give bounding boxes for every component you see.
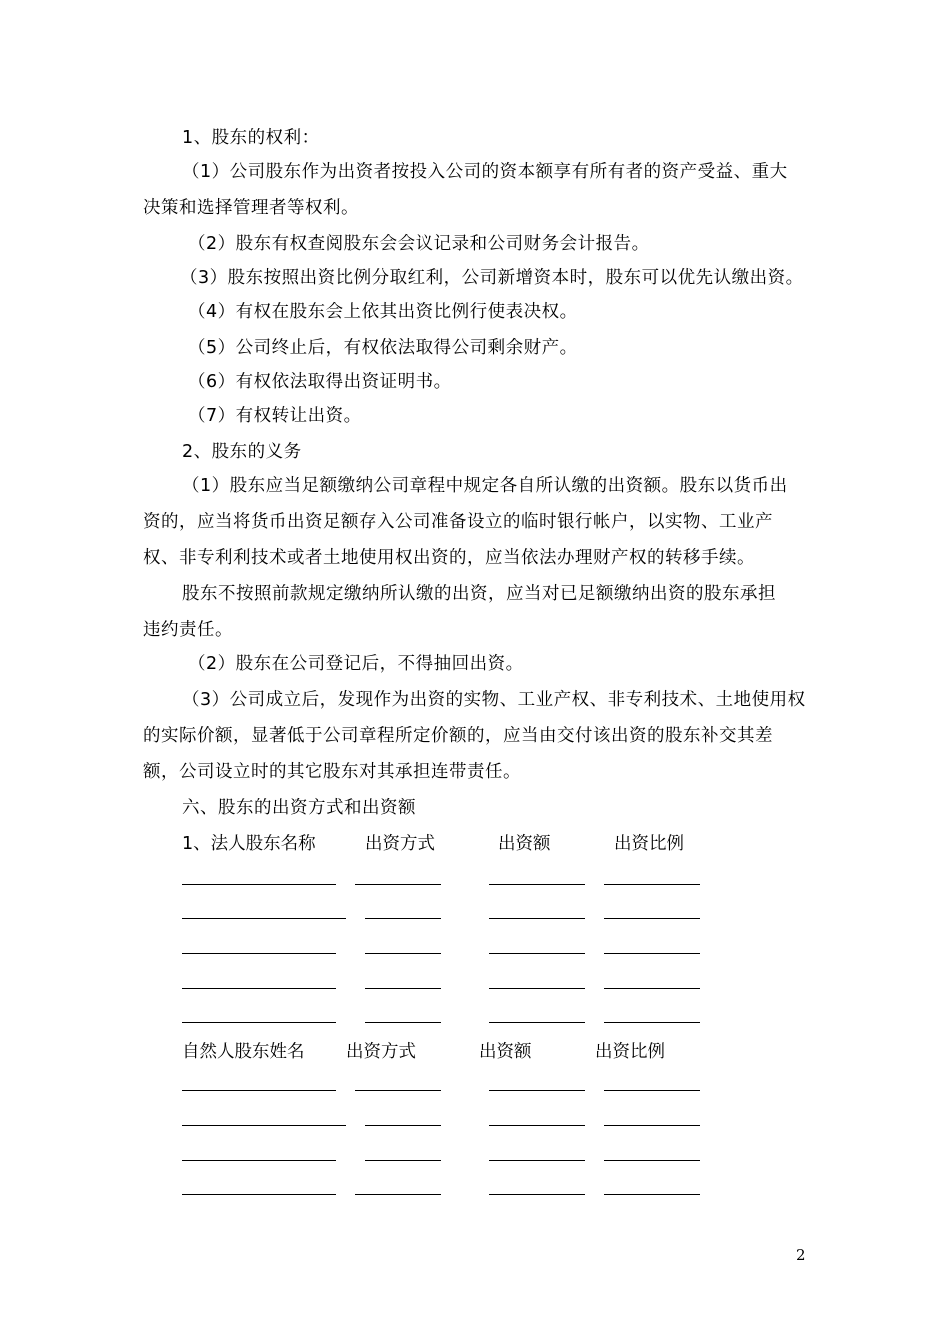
blank-line	[182, 953, 336, 954]
legal-col-name: 1、法人股东名称	[182, 834, 316, 854]
paragraph: 额，公司设立时的其它股东对其承担连带责任。	[143, 762, 521, 782]
blank-line	[182, 1194, 336, 1195]
blank-line	[604, 1160, 700, 1161]
blank-line	[604, 1090, 700, 1091]
blank-line	[604, 918, 700, 919]
paragraph: （2）股东有权查阅股东会会议记录和公司财务会计报告。	[188, 234, 650, 254]
blank-line	[489, 918, 585, 919]
blank-line	[182, 918, 346, 919]
blank-line	[182, 988, 336, 989]
blank-line	[365, 1125, 441, 1126]
page-number: 2	[796, 1246, 806, 1264]
natural-col-amount: 出资额	[479, 1042, 532, 1062]
blank-line	[355, 884, 441, 885]
blank-line	[365, 988, 441, 989]
blank-line	[489, 1022, 585, 1023]
blank-line	[182, 884, 336, 885]
blank-line	[182, 1090, 336, 1091]
paragraph: 股东不按照前款规定缴纳所认缴的出资，应当对已足额缴纳出资的股东承担	[182, 584, 776, 604]
blank-line	[489, 884, 585, 885]
legal-col-amount: 出资额	[498, 834, 551, 854]
paragraph: （5）公司终止后，有权依法取得公司剩余财产。	[188, 338, 578, 358]
blank-line	[365, 1160, 441, 1161]
paragraph: （3）股东按照出资比例分取红利，公司新增资本时，股东可以优先认缴出资。	[180, 268, 804, 288]
blank-line	[604, 953, 700, 954]
paragraph: 的实际价额，显著低于公司章程所定价额的，应当由交付该出资的股东补交其差	[143, 726, 773, 746]
blank-line	[182, 1160, 336, 1161]
blank-line	[182, 1022, 336, 1023]
paragraph: （3）公司成立后，发现作为出资的实物、工业产权、非专利技术、土地使用权	[182, 690, 806, 710]
blank-line	[604, 1125, 700, 1126]
blank-line	[604, 884, 700, 885]
blank-line	[604, 1022, 700, 1023]
paragraph: （6）有权依法取得出资证明书。	[188, 372, 452, 392]
blank-line	[489, 1194, 585, 1195]
natural-col-ratio: 出资比例	[595, 1042, 665, 1062]
natural-col-method: 出资方式	[346, 1042, 416, 1062]
paragraph: 资的，应当将货币出资足额存入公司准备设立的临时银行帐户，以实物、工业产	[143, 512, 773, 532]
paragraph: （1）股东应当足额缴纳公司章程中规定各自所认缴的出资额。股东以货币出	[182, 476, 788, 496]
blank-line	[489, 988, 585, 989]
blank-line	[604, 1194, 700, 1195]
paragraph: 决策和选择管理者等权利。	[143, 198, 359, 218]
legal-col-ratio: 出资比例	[614, 834, 684, 854]
paragraph: 违约责任。	[143, 620, 233, 640]
blank-line	[365, 918, 441, 919]
blank-line	[489, 1160, 585, 1161]
blank-line	[355, 1194, 441, 1195]
natural-col-name: 自然人股东姓名	[182, 1042, 305, 1062]
paragraph: （7）有权转让出资。	[188, 406, 362, 426]
blank-line	[489, 1090, 585, 1091]
rights-heading: 1、股东的权利：	[182, 128, 320, 148]
paragraph: （1）公司股东作为出资者按投入公司的资本额享有所有者的资产受益、重大	[182, 162, 788, 182]
blank-line	[182, 1125, 346, 1126]
blank-line	[365, 953, 441, 954]
paragraph: 权、非专利利技术或者土地使用权出资的，应当依法办理财产权的转移手续。	[143, 548, 755, 568]
blank-line	[355, 1090, 441, 1091]
section-heading: 六、股东的出资方式和出资额	[182, 798, 416, 818]
blank-line	[365, 1022, 441, 1023]
obligations-heading: 2、股东的义务	[182, 442, 302, 462]
blank-line	[604, 988, 700, 989]
legal-col-method: 出资方式	[365, 834, 435, 854]
paragraph: （2）股东在公司登记后，不得抽回出资。	[188, 654, 524, 674]
blank-line	[489, 953, 585, 954]
paragraph: （4）有权在股东会上依其出资比例行使表决权。	[188, 302, 578, 322]
blank-line	[489, 1125, 585, 1126]
